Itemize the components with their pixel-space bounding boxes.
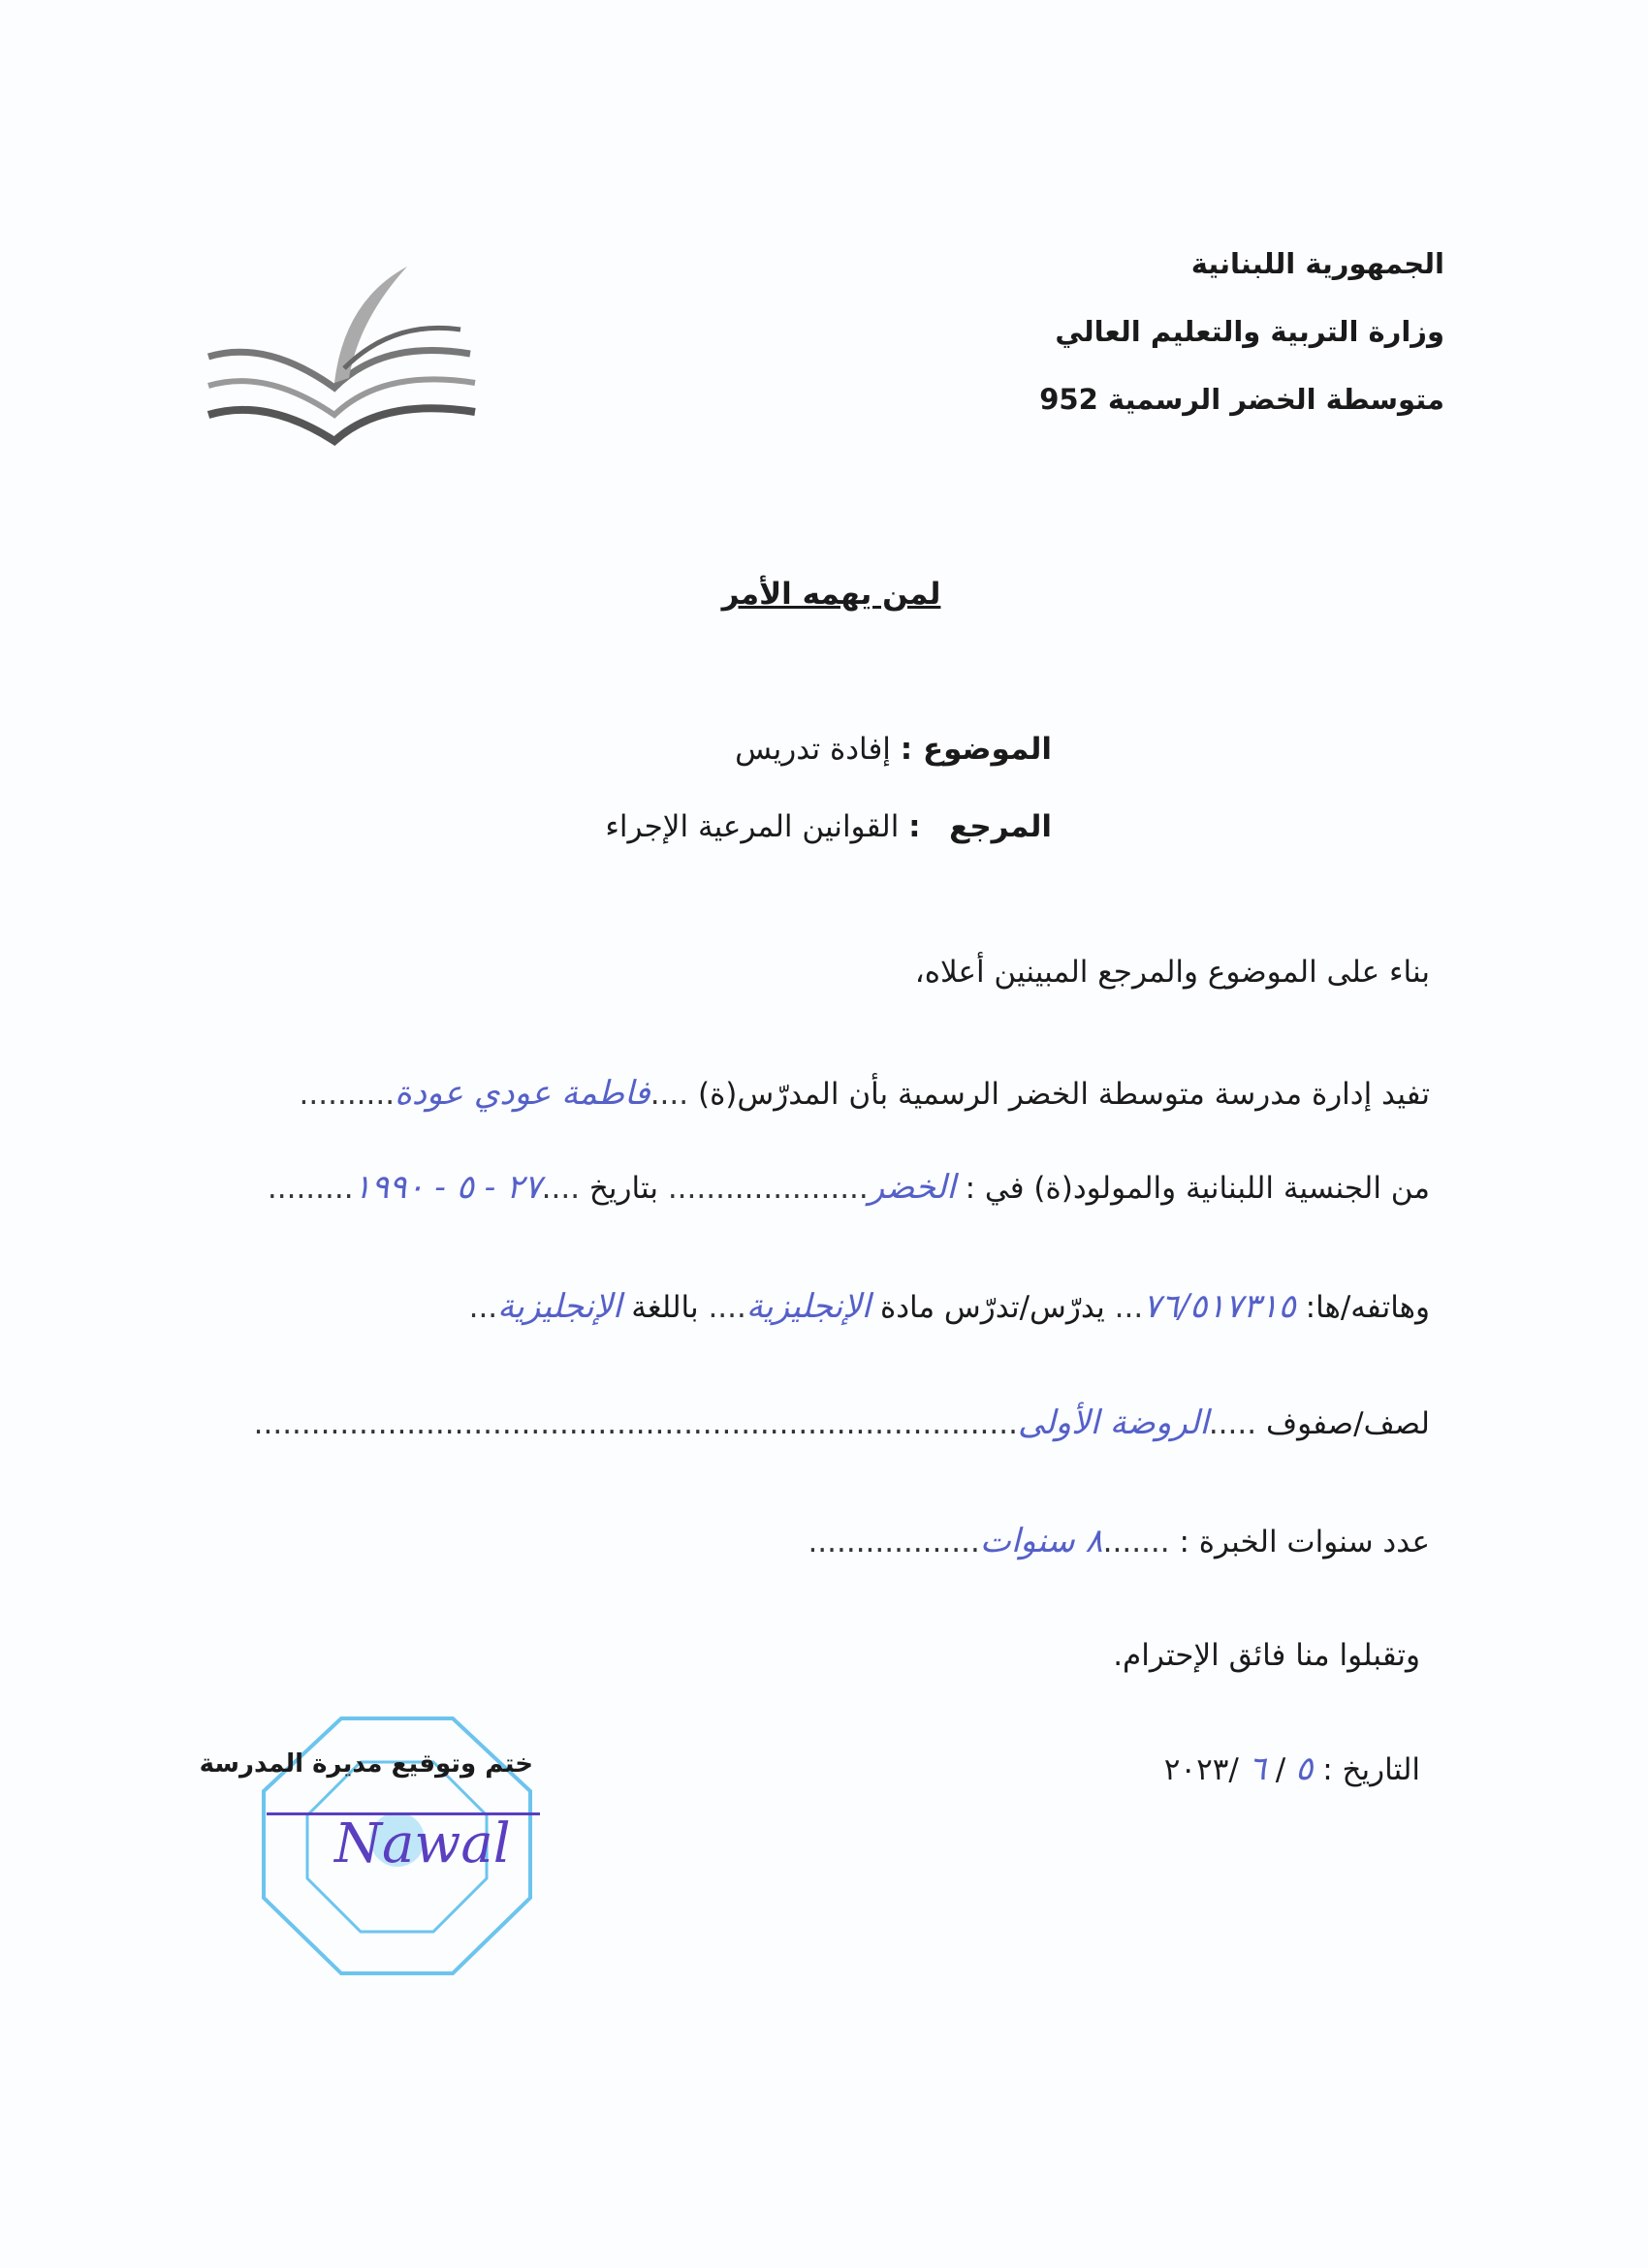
experience-label: عدد سنوات الخبرة : (1179, 1525, 1430, 1559)
subject-taught-label: يدرّس/تدرّس مادة (879, 1290, 1105, 1325)
grades-label: لصف/صفوف (1265, 1406, 1430, 1441)
header-country: الجمهورية اللبنانية (1190, 247, 1444, 280)
birth-place: الخضر (868, 1168, 956, 1207)
phone-value: ٧٦/٥١٧٣١٥ (1143, 1287, 1296, 1326)
closing-text: وتقبلوا منا فائق الإحترام. (1113, 1638, 1420, 1673)
reference-value: القوانين المرعية الإجراء (605, 809, 900, 844)
subject-line (735, 732, 1052, 767)
birth-date-label: بتاريخ (588, 1171, 658, 1206)
teacher-name: فاطمة عودي عودة (395, 1074, 650, 1113)
subject-label: الموضوع : (900, 732, 1052, 767)
director-signature: Nawal (267, 1812, 540, 1874)
header-school: متوسطة الخضر الرسمية 952 (1039, 383, 1444, 416)
reference-line (605, 809, 1052, 844)
phone-line: وهاتفه/ها: ٧٦/٥١٧٣١٥... يدرّس/تدرّس مادة الإنجليزية.... باللغة الإنجليزية... (468, 1287, 1430, 1326)
intro-text: بناء على الموضوع والمرجع المبينين أعلاه، (914, 955, 1430, 990)
experience-value: ٨ سنوات (979, 1522, 1103, 1560)
date-day: ٥ (1295, 1749, 1314, 1788)
subject-value: إفادة تدريس (735, 732, 891, 767)
language-value: الإنجليزية (497, 1287, 622, 1326)
grades-line: لصف/صفوف .....الروضة الأولى................................................................................ (253, 1403, 1430, 1442)
page-title: لمن يهمه الأمر (721, 577, 941, 612)
phone-label: وهاتفه/ها: (1305, 1290, 1430, 1325)
date-year: /٢٠٢٣ (1163, 1752, 1239, 1787)
teacher-line: تفيد إدارة مدرسة متوسطة الخضر الرسمية بأن المدرّس(ة) ....فاطمة عودي عودة.......... (299, 1074, 1430, 1113)
date-line: التاريخ : ٥ / ٦ /٢٠٢٣ (1163, 1749, 1420, 1788)
header-ministry: وزارة التربية والتعليم العالي (1055, 315, 1444, 348)
experience-line: عدد سنوات الخبرة : .......٨ سنوات.................. (808, 1522, 1430, 1560)
birth-date: ٢٧ - ٥ - ١٩٩٠ (353, 1168, 542, 1207)
birth-line: من الجنسية اللبنانية والمولود(ة) في : الخضر..................... بتاريخ ....٢٧ - ٥ - ١٩٩٠......... (267, 1168, 1430, 1207)
language-label: باللغة (631, 1290, 699, 1325)
date-label: التاريخ : (1322, 1752, 1420, 1787)
teacher-line-label: تفيد إدارة مدرسة متوسطة الخضر الرسمية بأن المدرّس(ة) (697, 1077, 1430, 1112)
subject-taught: الإنجليزية (745, 1287, 872, 1326)
grades-value: الروضة الأولى (1017, 1403, 1209, 1442)
date-month: ٦ (1248, 1749, 1266, 1788)
reference-label: المرجع (949, 809, 1052, 844)
reference-separator: : (908, 809, 921, 844)
school-logo-icon (199, 262, 485, 456)
signature-label: ختم وتوقيع مديرة المدرسة (199, 1749, 533, 1779)
birth-place-label: من الجنسية اللبنانية والمولود(ة) في : (965, 1171, 1430, 1206)
